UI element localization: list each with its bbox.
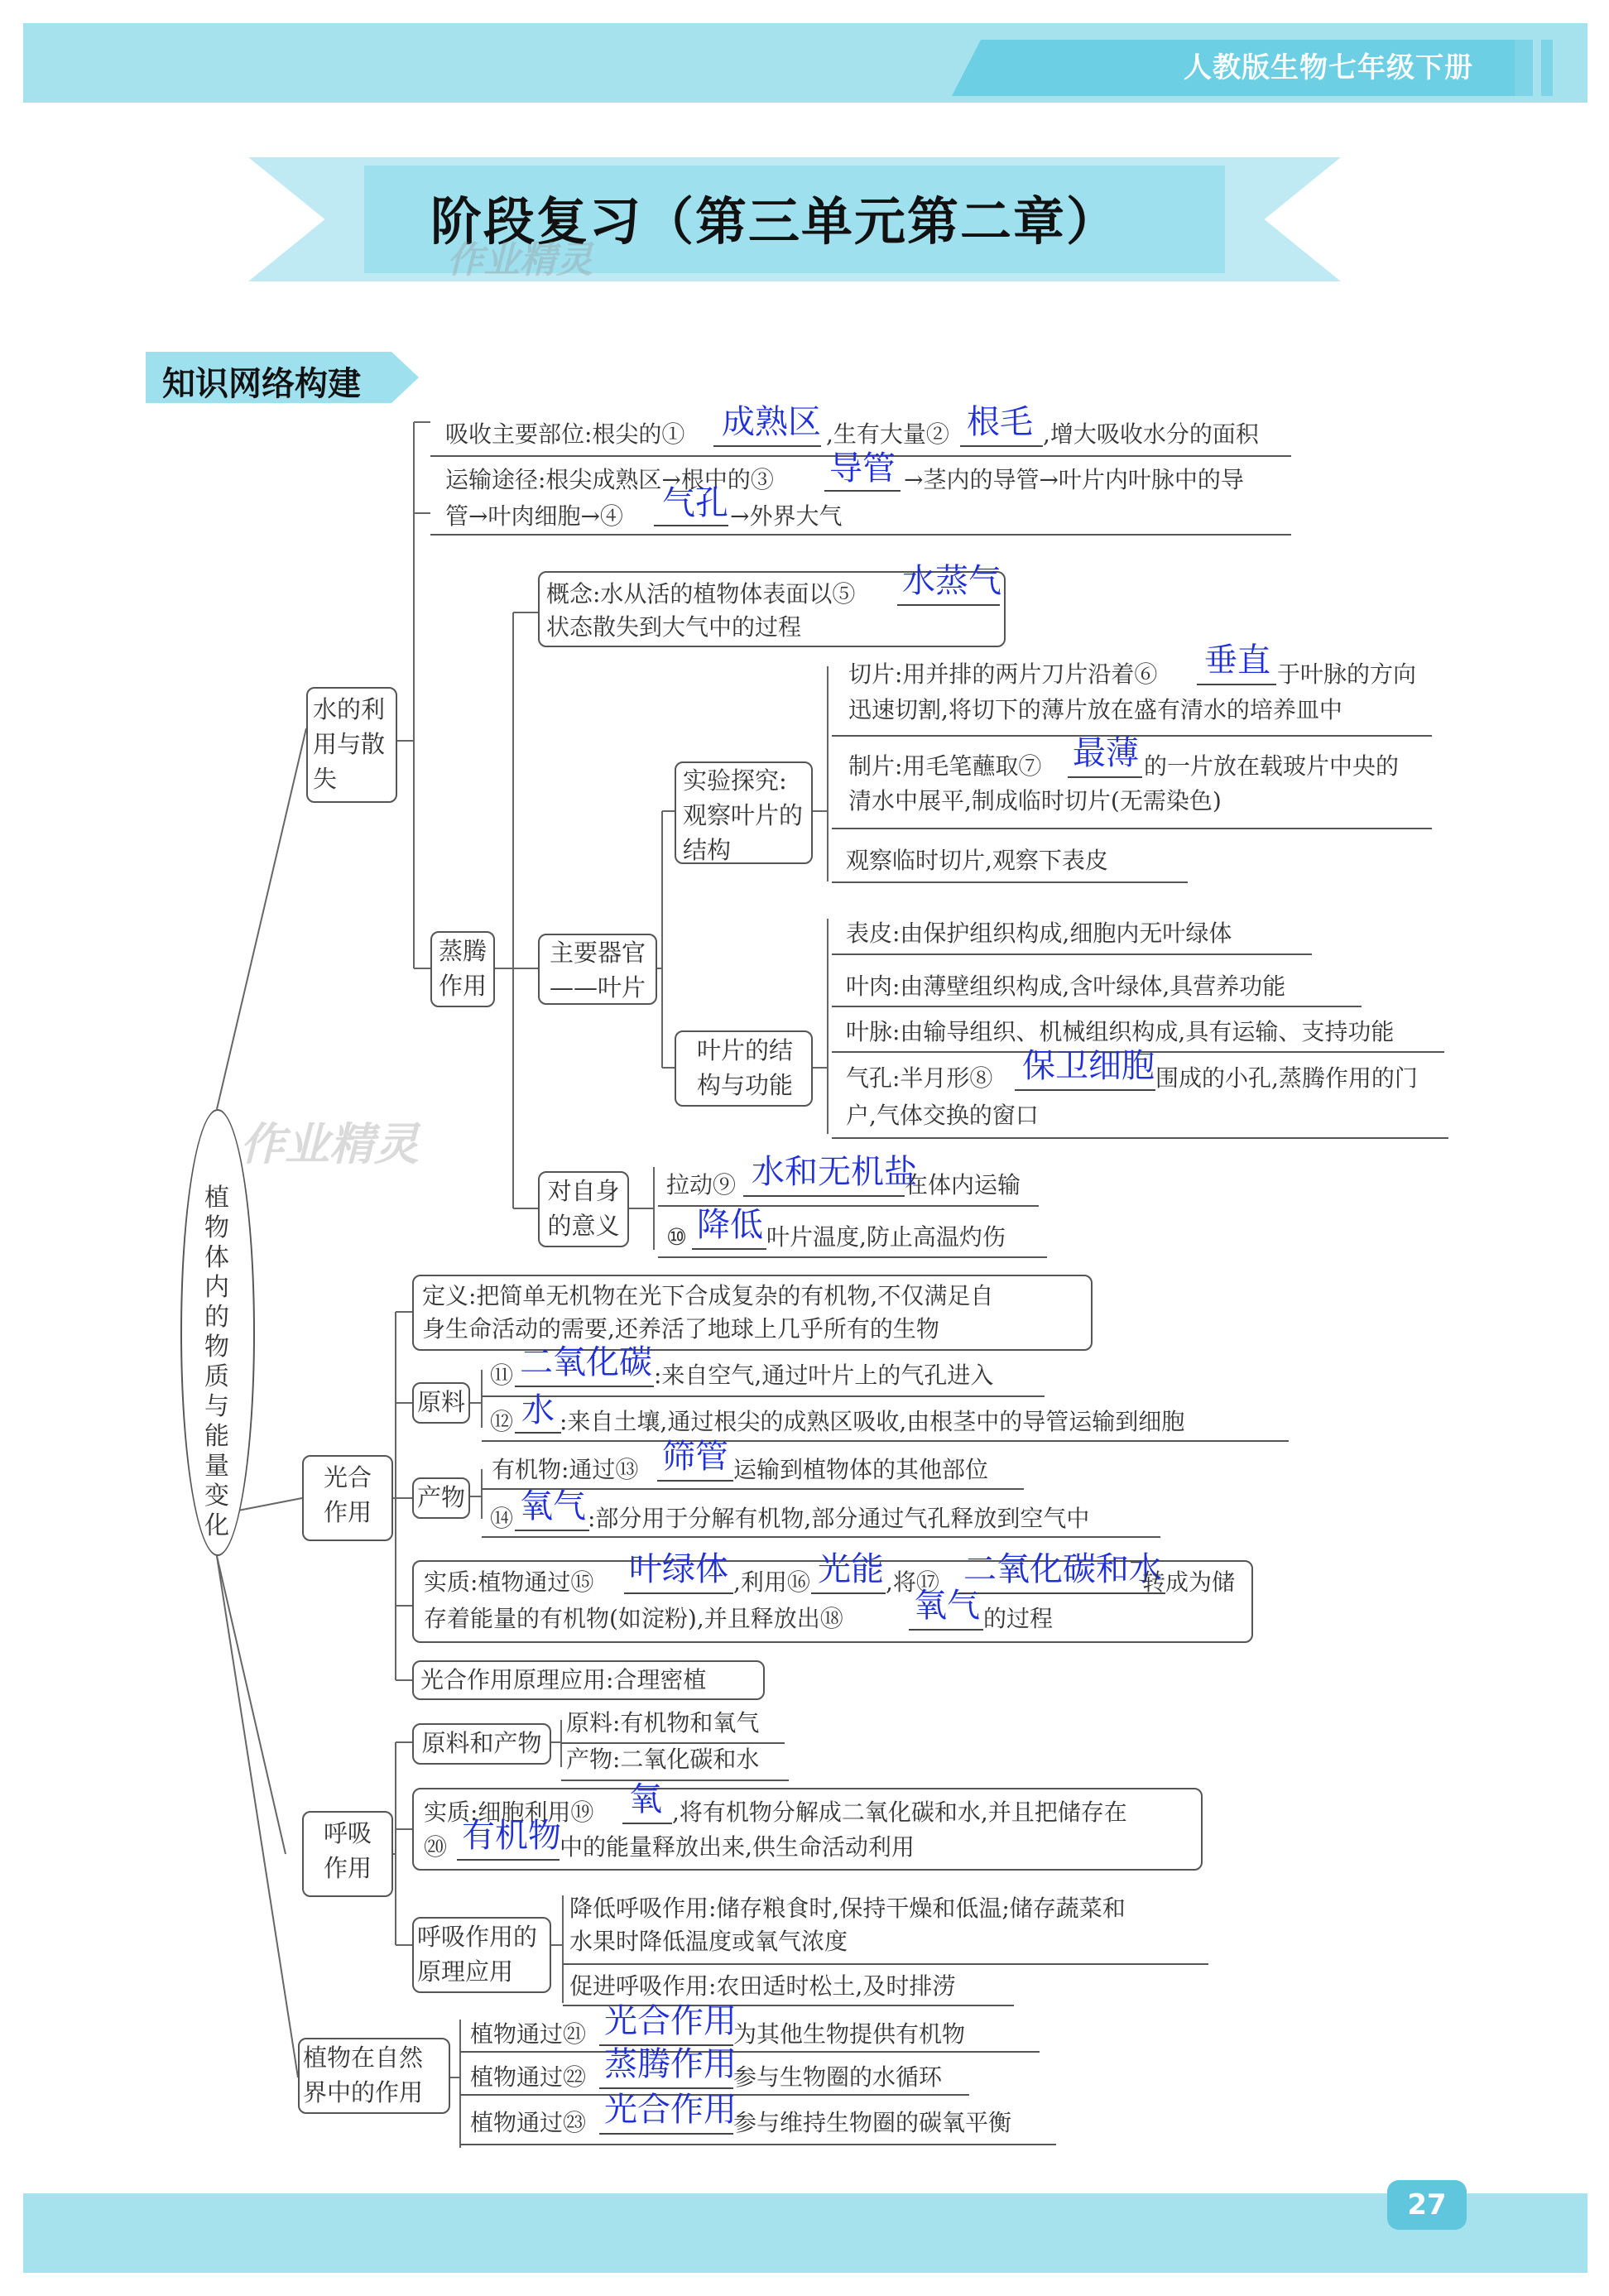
answer-22-line <box>599 2087 733 2089</box>
watermark: 作业精灵 <box>447 239 593 281</box>
stoma-pre: 气孔:半月形⑧ <box>846 1064 993 1092</box>
r12-post: :来自土壤,通过根尖的成熟区吸收,由根茎中的导管运输到细胞 <box>560 1408 1185 1435</box>
answer-12-line <box>515 1432 561 1434</box>
promote: 促进呼吸作用:农田适时松土,及时排涝 <box>569 1972 956 2000</box>
p13-pre: 有机物:通过⑬ <box>492 1456 639 1483</box>
answer-15-line <box>624 1592 733 1594</box>
pull-post: 在体内运输 <box>905 1171 1021 1198</box>
r23-post: 参与维持生物圈的碳氧平衡 <box>733 2109 1012 2136</box>
category-nature-label: 植物在自然界中的作用 <box>303 2044 424 2106</box>
resp-product-underline <box>561 1780 789 1781</box>
answer-23-line <box>599 2133 733 2135</box>
absorb-post: ,增大吸收水分的面积 <box>1043 420 1259 448</box>
answer-4-line <box>654 525 728 526</box>
answer-14-line <box>515 1530 589 1531</box>
resp-essence-pre: 实质:细胞利用⑲ <box>424 1799 594 1826</box>
vein: 叶脉:由输导组织、机械组织构成,具有运输、支持功能 <box>846 1018 1395 1045</box>
transport-line1-post: →茎内的导管→叶片内叶脉中的导 <box>904 466 1244 493</box>
answer-12: 水 <box>521 1391 555 1429</box>
experiment-label: 实验探究:观察叶片的结构 <box>683 766 804 864</box>
p14-pre: ⑭ <box>490 1505 514 1532</box>
answer-2-line <box>960 445 1043 447</box>
make-line2: 清水中展平,制成临时切片(无需染色) <box>848 787 1222 814</box>
r23-pre: 植物通过㉓ <box>470 2109 587 2136</box>
r21-pre: 植物通过㉑ <box>470 2020 587 2048</box>
answer-6: 垂直 <box>1204 641 1270 680</box>
r21-post: 为其他生物提供有机物 <box>733 2020 966 2048</box>
p14-underline <box>482 1536 1160 1538</box>
answer-6-line <box>1197 684 1276 685</box>
reduce-line2: 水果时降低温度或氧气浓度 <box>569 1928 848 1955</box>
answer-17-line <box>958 1592 1165 1594</box>
essence-line2-pre: 存着能量的有机物(如淀粉),并且释放出⑱ <box>424 1605 843 1632</box>
essence-mid2: ,将⑰ <box>886 1568 939 1596</box>
essence-pre: 实质:植物通过⑮ <box>424 1568 594 1596</box>
product-label: 产物 <box>416 1483 465 1511</box>
answer-19-line <box>622 1823 672 1824</box>
answer-16: 光能 <box>818 1550 884 1588</box>
cut-line2: 迅速切割,将切下的薄片放在盛有清水的培养皿中 <box>848 696 1342 723</box>
category-respiration-label: 呼吸作用 <box>323 1819 372 1882</box>
answer-4: 气孔 <box>662 484 728 522</box>
make-post: 的一片放在载玻片中央的 <box>1144 752 1400 780</box>
definition-line2: 身生命活动的需要,还养活了地球上几乎所有的生物 <box>422 1315 939 1343</box>
answer-20-line <box>457 1859 560 1861</box>
answer-7: 最薄 <box>1073 734 1139 772</box>
answer-18: 氧气 <box>914 1587 980 1625</box>
cut-pre: 切片:用并排的两片刀片沿着⑥ <box>848 660 1158 688</box>
watermark-mid: 作业精灵 <box>240 1118 419 1170</box>
r22-pre: 植物通过㉒ <box>470 2063 587 2091</box>
transpiration-label: 蒸腾作用 <box>438 937 487 1000</box>
mesophyll-underline <box>832 1006 1362 1007</box>
answer-11-line <box>515 1386 654 1387</box>
observe: 观察临时切片,观察下表皮 <box>846 847 1108 874</box>
answer-9-line <box>743 1195 905 1197</box>
definition-line1: 定义:把简单无机物在光下合成复杂的有机物,不仅满足自 <box>422 1282 994 1309</box>
lower-post: 叶片温度,防止高温灼伤 <box>766 1223 1006 1251</box>
r11-pre: ⑪ <box>490 1362 514 1389</box>
r21-underline <box>460 2051 1040 2053</box>
page-title: 阶段复习（第三单元第二章） <box>430 191 1120 252</box>
r11-underline <box>482 1395 1045 1397</box>
application-label: 光合作用原理应用:合理密植 <box>420 1666 707 1693</box>
concept-pre: 概念:水从活的植物体表面以⑤ <box>546 580 856 608</box>
mesophyll: 叶肉:由薄壁组织构成,含叶绿体,具营养功能 <box>846 973 1286 1000</box>
epidermis-underline <box>832 953 1312 955</box>
transport-line2-post: →外界大气 <box>730 502 843 530</box>
absorb-pre: 吸收主要部位:根尖的① <box>445 420 685 448</box>
epidermis: 表皮:由保护组织构成,细胞内无叶绿体 <box>846 920 1232 947</box>
lower-pre: ⑩ <box>666 1223 688 1251</box>
category-water-label: 水的利用与散失 <box>313 695 386 793</box>
resp-essence-line2-post: 中的能量释放出来,供生命活动利用 <box>560 1833 915 1861</box>
cut-post: 于叶脉的方向 <box>1277 660 1417 688</box>
stoma-underline <box>832 1137 1448 1139</box>
pull-pre: 拉动⑨ <box>666 1171 737 1198</box>
answer-15: 叶绿体 <box>629 1550 728 1588</box>
answer-14: 氧气 <box>520 1487 586 1525</box>
r11-post: :来自空气,通过叶片上的气孔进入 <box>654 1362 994 1389</box>
section-label: 知识网络构建 <box>162 365 361 403</box>
raw-product-label: 原料和产物 <box>421 1729 542 1757</box>
transport-line2-pre: 管→叶肉细胞→④ <box>445 502 623 530</box>
answer-13-line <box>657 1480 733 1482</box>
book-label: 人教版生物七年级下册 <box>1184 51 1473 84</box>
answer-17: 二氧化碳和水 <box>963 1550 1162 1588</box>
make-underline <box>832 828 1432 829</box>
answer-13: 筛管 <box>662 1438 728 1476</box>
category-photosynthesis-label: 光合作用 <box>323 1463 372 1526</box>
answer-5: 水蒸气 <box>902 562 1001 600</box>
answer-3-line <box>824 490 901 492</box>
answer-5-line <box>897 604 1000 606</box>
answer-10-line <box>692 1248 766 1250</box>
resp-essence-post: ,将有机物分解成二氧化碳和水,并且把储存在 <box>672 1799 1127 1826</box>
stoma-post: 围成的小孔,蒸腾作用的门 <box>1155 1064 1418 1092</box>
absorb-mid: ,生有大量② <box>826 420 949 448</box>
answer-7-line <box>1068 776 1142 778</box>
answer-2: 根毛 <box>967 403 1033 441</box>
answer-19: 氧 <box>629 1780 662 1818</box>
r12-underline <box>482 1440 1289 1442</box>
transport-underline <box>430 534 1291 536</box>
answer-20: 有机物 <box>462 1817 561 1855</box>
principle-label: 呼吸作用的原理应用 <box>417 1923 538 1986</box>
page-number: 27 <box>1387 2180 1467 2230</box>
answer-23: 光合作用 <box>604 2091 737 2129</box>
answer-3: 导管 <box>829 449 896 488</box>
reduce-line1: 降低呼吸作用:储存粮食时,保持干燥和低温;储存蔬菜和 <box>569 1895 1126 1922</box>
answer-1: 成熟区 <box>722 403 821 441</box>
footer-band <box>23 2193 1587 2273</box>
r12-pre: ⑫ <box>490 1408 514 1435</box>
answer-11: 二氧化碳 <box>520 1343 652 1381</box>
leaf-structure-label: 叶片的结构与功能 <box>696 1036 793 1099</box>
reduce-underline <box>563 1963 1208 1965</box>
p14-post: :部分用于分解有机物,部分通过气孔释放到空气中 <box>588 1505 1090 1532</box>
r23-underline <box>460 2144 1056 2145</box>
answer-8: 保卫细胞 <box>1022 1047 1155 1085</box>
observe-underline <box>832 881 1188 883</box>
raw-label: 原料 <box>416 1388 465 1416</box>
essence-mid1: ,利用⑯ <box>733 1568 810 1596</box>
significance-label: 对自身的意义 <box>547 1177 620 1240</box>
answer-22: 蒸腾作用 <box>604 2045 737 2083</box>
answer-16-line <box>811 1592 886 1594</box>
p13-post: 运输到植物体的其他部位 <box>733 1456 989 1483</box>
transport-line1-pre: 运输途径:根尖成熟区→根中的③ <box>445 466 774 493</box>
answer-8-line <box>1015 1089 1155 1091</box>
make-pre: 制片:用毛笔蘸取⑦ <box>848 752 1042 780</box>
answer-18-line <box>909 1629 983 1631</box>
answer-1-line <box>713 445 821 447</box>
stoma-line2: 户,气体交换的窗口 <box>846 1102 1039 1129</box>
resp-product: 产物:二氧化碳和水 <box>566 1746 760 1773</box>
resp-essence-line2-pre: ⑳ <box>424 1833 448 1861</box>
essence-line2-post: 的过程 <box>983 1605 1054 1632</box>
answer-10: 降低 <box>697 1206 763 1244</box>
essence-post: 转成为储 <box>1142 1568 1236 1596</box>
r22-post: 参与生物圈的水循环 <box>733 2063 943 2091</box>
answer-21: 光合作用 <box>604 2002 737 2040</box>
resp-raw: 原料:有机物和氧气 <box>566 1709 760 1736</box>
organ-label: 主要器官——叶片 <box>549 939 646 1001</box>
answer-9: 水和无机盐 <box>752 1153 917 1191</box>
concept-post: 状态散失到大气中的过程 <box>546 613 802 641</box>
lower-underline <box>658 1256 1047 1258</box>
root-label: 植物体内的物质与能量变化 <box>204 1184 229 1540</box>
